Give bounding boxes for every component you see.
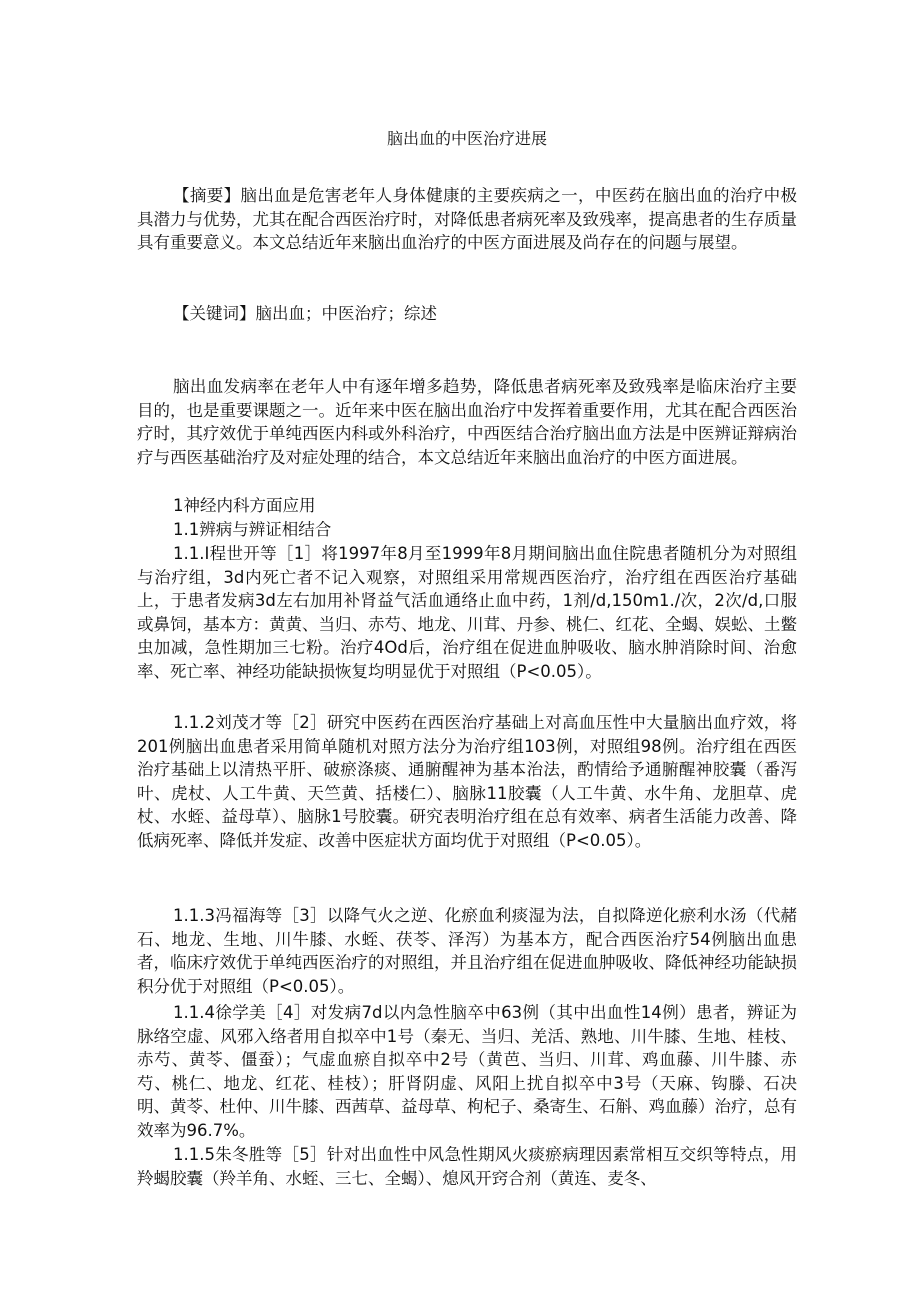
keywords-paragraph: 【关键词】脑出血；中医治疗；综述 (173, 304, 437, 323)
paragraph-1-1-2: 1.1.2刘茂才等［2］研究中医药在西医治疗基础上对高血压性中大量脑出血疗效，将201例脑出血患者采用简单随机对照方法分为治疗组103例，对照组98例。治疗组在西医治疗基础上以清热平肝、破瘀涤痰、通腑醒神为基本治法，酌情给予通腑醒神胶囊（番泻叶、虎杖、人工牛黄、天竺黄、括楼仁）、脑脉11胶囊（人工牛黄、水牛角、龙胆草、虎杖、水蛭、益母草）、脑脉1号胶囊。研究表明治疗组在总有效率、病者生活能力改善、降低病死率、降低并发症、改善中医症状方面均优于对照组（P<0.05）。 (137, 713, 797, 850)
section-heading-1: 1神经内科方面应用 (173, 496, 316, 515)
paragraph-1-1-5: 1.1.5朱冬胜等［5］针对出血性中风急性期风火痰瘀病理因素常相互交织等特点，用羚蝎胶囊（羚羊角、水蛭、三七、全蝎）、熄风开窍合剂（黄连、麦冬、 (137, 1145, 797, 1188)
document-title: 脑出血的中医治疗进展 (386, 129, 547, 148)
abstract-paragraph: 【摘要】脑出血是危害老年人身体健康的主要疾病之一，中医药在脑出血的治疗中极具潜力与优势，尤其在配合西医治疗时，对降低患者病死率及致残率，提高患者的生存质量具有重要意义。本文总结近年来脑出血治疗的中医方面进展及尚存在的问题与展望。 (137, 186, 797, 252)
paragraph-1-1-4: 1.1.4徐学美［4］对发病7d以内急性脑卒中63例（其中出血性14例）患者，辨证为脉络空虚、风邪入络者用自拟卒中1号（秦无、当归、羌活、熟地、川牛膝、生地、桂枝、赤芍、黄苓、僵蚕）；气虚血瘀自拟卒中2号（黄芭、当归、川茸、鸡血藤、川牛膝、赤芍、桃仁、地龙、红花、桂枝）；肝肾阴虚、风阳上扰自拟卒中3号（天麻、钩滕、石决明、黄苓、杜仲、川牛膝、西茜草、益母草、枸杞子、桑寄生、石斛、鸡血藤）治疗，总有效率为96.7%。 (137, 1003, 797, 1140)
paragraph-1-1-1: 1.1.I程世开等［1］将1997年8月至1999年8月期间脑出血住院患者随机分为对照组与治疗组，3d内死亡者不记入观察，对照组采用常规西医治疗，治疗组在西医治疗基础上，于患者发病3d左右加用补肾益气活血通络止血中药，1剂/d,150m1./次，2次/d,口服或鼻饲，基本方：黄黄、当归、赤芍、地龙、川茸、丹参、桃仁、红花、全蝎、娱蚣、土鳖虫加减，急性期加三七粉。治疗4Od后，治疗组在促进血肿吸收、脑水肿消除时间、治愈率、死亡率、神经功能缺损恢复均明显优于对照组（P<0.05）。 (137, 544, 797, 681)
section-heading-1-1: 1.1辨病与辨证相结合 (173, 520, 332, 539)
paragraph-1-1-3: 1.1.3冯福海等［3］以降气火之逆、化瘀血利痰湿为法，自拟降逆化瘀利水汤（代赭石、地龙、生地、川牛膝、水蛭、茯苓、泽泻）为基本方，配合西医治疗54例脑出血患者，临床疗效优于单纯西医治疗的对照组，并且治疗组在促进血肿吸收、降低神经功能缺损积分优于对照组（P<0.05）。 (137, 906, 797, 996)
intro-paragraph: 脑出血发病率在老年人中有逐年增多趋势，降低患者病死率及致残率是临床治疗主要目的，也是重要课题之一。近年来中医在脑出血治疗中发挥着重要作用，尤其在配合西医治疗时，其疗效优于单纯西医内科或外科治疗，中西医结合治疗脑出血方法是中医辨证辩病治疗与西医基础治疗及对症处理的结合，本文总结近年来脑出血治疗的中医方面进展。 (137, 377, 797, 467)
